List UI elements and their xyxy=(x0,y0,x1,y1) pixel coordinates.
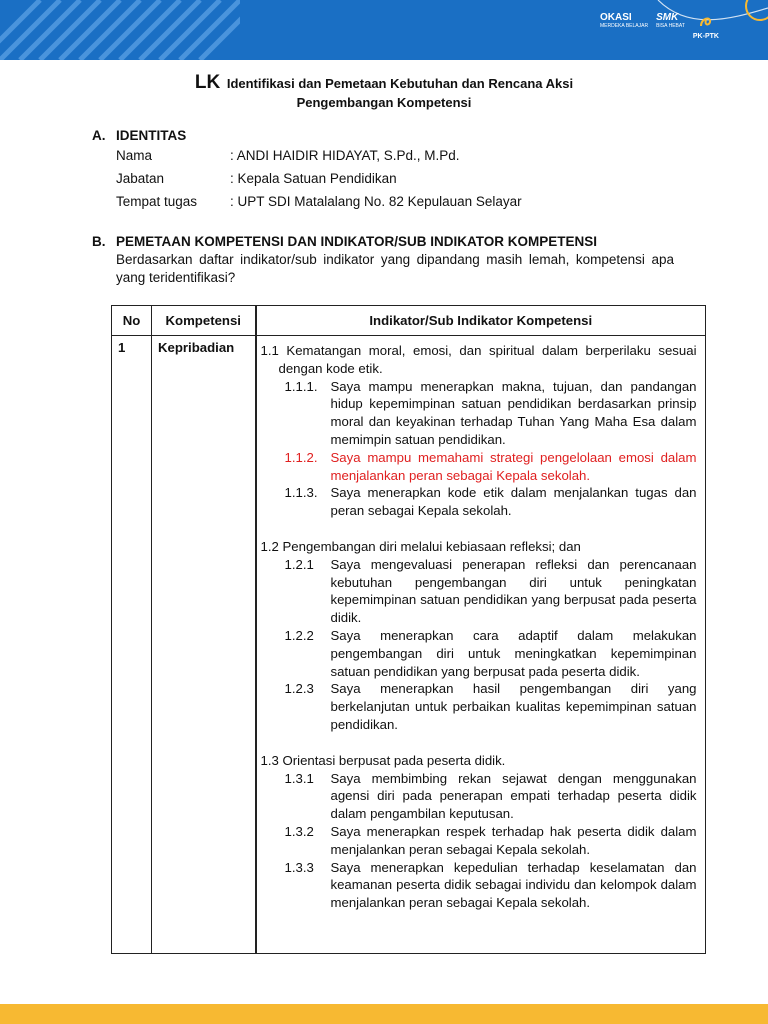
footer-bar xyxy=(0,1004,768,1024)
sub-indicator xyxy=(261,680,697,733)
cell-no: 1 xyxy=(112,336,152,954)
table-header-row xyxy=(112,306,706,336)
sub-indicator-number: 1.2.1 xyxy=(284,556,314,572)
smk-logo-subtext: BISA HEBAT xyxy=(656,23,685,29)
title-line-2: Pengembangan Kompetensi xyxy=(296,95,472,110)
section-b-letter: B. xyxy=(92,234,106,249)
indicator-block xyxy=(261,342,697,520)
sub-indicator-text: Saya mampu menerapkan makna, tujuan, dan pandangan hidup kepemimpinan satuan pendidikan berdasarkan prinsip moral dan keyakinan terhadap Tuhan Yang Maha Esa dalam memimpin satuan pendidikan. xyxy=(330,378,697,447)
indicator-block xyxy=(261,752,697,912)
sub-indicator-number: 1.3.2 xyxy=(284,823,314,839)
pkptk-logo-text: PK-PTK xyxy=(692,33,719,40)
sub-indicator-number: 1.3.1 xyxy=(284,770,314,786)
sub-indicator xyxy=(261,770,697,823)
sub-indicator xyxy=(261,484,697,520)
sub-indicator xyxy=(261,378,697,449)
sub-indicator-text: Saya menerapkan kode etik dalam menjalankan tugas dan peran sebagai Kepala sekolah. xyxy=(330,485,697,519)
cell-kompetensi: Kepribadian xyxy=(152,336,256,954)
identity-value: : Kepala Satuan Pendidikan xyxy=(230,171,397,186)
identity-label: Tempat tugas xyxy=(116,194,198,209)
sub-indicator-text: Saya membimbing rekan sejawat dengan menggunakan agensi diri pada penerapan empati terhadap peserta didik dalam pengambilan keputusan. xyxy=(330,770,697,822)
indicator-heading: 1.2 Pengembangan diri melalui kebiasaan refleksi; dan xyxy=(260,538,581,554)
indicator-heading: 1.3 Orientasi berpusat pada peserta didik. xyxy=(260,752,506,768)
indicator-heading: 1.1 Kematangan moral, emosi, dan spiritual dalam berperilaku sesuai dengan kode etik. xyxy=(260,343,697,376)
logo-group xyxy=(600,12,719,48)
sub-indicator-text: Saya mengevaluasi penerapan refleksi dan perencanaan kebutuhan pengembangan diri untuk peningkatan kepemimpinan satuan pendidikan yang berpusat pada peserta didik. xyxy=(330,556,697,626)
sub-indicator-number: 1.1.3. xyxy=(284,485,318,501)
header-kompetensi: Kompetensi xyxy=(152,306,256,336)
document-title xyxy=(0,72,768,94)
vokasi-logo-subtext: MERDEKA BELAJAR xyxy=(600,23,649,29)
sub-indicator xyxy=(261,823,697,859)
table-row xyxy=(112,336,706,954)
vokasi-logo xyxy=(600,12,648,29)
indicator-list xyxy=(261,342,697,930)
section-a-letter: A. xyxy=(92,128,106,143)
header-indikator: Indikator/Sub Indikator Kompetensi xyxy=(256,306,706,336)
title-line-1: Identifikasi dan Pemetaan Kebutuhan dan Rencana Aksi xyxy=(226,76,574,91)
sub-indicator xyxy=(261,556,697,627)
smk-logo xyxy=(656,12,685,29)
section-b-intro: Berdasarkan daftar indikator/sub indikator yang dipandang masih lemah, kompetensi apa yang teridentifikasi? xyxy=(116,252,674,285)
identity-value: : UPT SDI Matalalang No. 82 Kepulauan Selayar xyxy=(230,194,522,209)
header-banner xyxy=(0,0,768,60)
smk-logo-text: SMK xyxy=(656,12,679,23)
indicator-block xyxy=(261,538,697,734)
sub-indicator-text: Saya menerapkan cara adaptif dalam melakukan pengembangan diri untuk meningkatkan kepemimpinan satuan pendidikan yang berpusat pada peserta didik. xyxy=(330,627,697,679)
cell-indikator xyxy=(256,336,706,954)
vokasi-logo-text: OKASI xyxy=(600,12,632,23)
pkptk-emblem-icon xyxy=(698,14,714,28)
identity-label: Nama xyxy=(116,148,153,163)
section-b-title: PEMETAAN KOMPETENSI DAN INDIKATOR/SUB INDIKATOR KOMPETENSI xyxy=(116,234,598,249)
sub-indicator-text: Saya menerapkan hasil pengembangan diri yang berkelanjutan untuk perbaikan kualitas kepemimpinan satuan pendidikan. xyxy=(330,681,697,732)
sub-indicator-number: 1.2.2 xyxy=(284,627,314,643)
sub-indicator-text: Saya menerapkan respek terhadap hak peserta didik dalam menjalankan peran sebagai Kepala sekolah. xyxy=(330,823,697,857)
sub-indicator xyxy=(261,859,697,912)
section-b-heading xyxy=(92,234,597,249)
header-no: No xyxy=(112,306,152,336)
identity-label: Jabatan xyxy=(116,171,165,186)
diagonal-stripes-graphic xyxy=(0,0,240,60)
competency-table xyxy=(111,305,706,954)
identity-value: : ANDI HAIDIR HIDAYAT, S.Pd., M.Pd. xyxy=(230,148,460,163)
section-a-title: IDENTITAS xyxy=(116,128,187,143)
sub-indicator-text: Saya menerapkan kepedulian terhadap keselamatan dan keamanan peserta didik sebagai individu dan kelompok dalam menjalankan peran sebagai Kepala sekolah. xyxy=(330,859,697,911)
sub-indicator-text: Saya mampu memahami strategi pengelolaan emosi dalam menjalankan peran sebagai Kepala sekolah. xyxy=(330,449,697,483)
sub-indicator-number: 1.1.1. xyxy=(284,378,318,394)
pkptk-logo xyxy=(693,12,719,42)
section-a-heading xyxy=(92,128,186,143)
sub-indicator-number: 1.3.3 xyxy=(284,859,314,875)
sub-indicator-number: 1.2.3 xyxy=(284,681,314,697)
sub-indicator-highlighted xyxy=(261,449,697,485)
sub-indicator-number: 1.1.2. xyxy=(284,449,318,465)
title-prefix: LK xyxy=(194,72,221,93)
sub-indicator xyxy=(261,627,697,680)
